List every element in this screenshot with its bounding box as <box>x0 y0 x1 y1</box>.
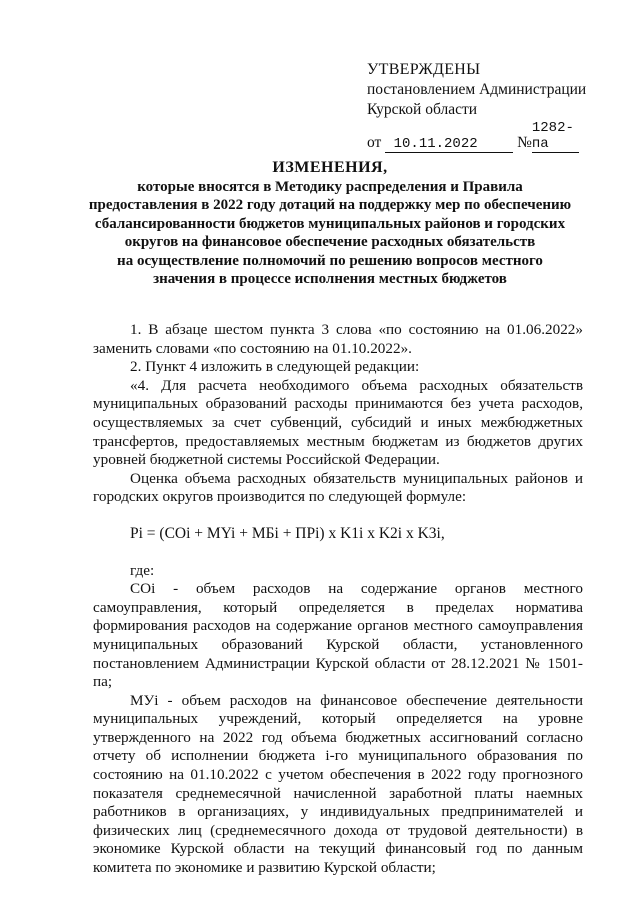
heading-line-2: предоставления в 2022 году дотаций на поддержку мер по обеспечению <box>88 197 572 213</box>
number-prefix: № <box>517 134 532 151</box>
paragraph-1: 1. В абзаце шестом пункта 3 слова «по состоянию на 01.06.2022» заменить словами «по состоянию на 01.10.2022». <box>93 321 583 357</box>
paragraph-3: «4. Для расчета необходимого объема расходных обязательств муниципальных образований расходы принимаются без учета расходов, осуществляемых за счет субвенций, субсидий и иных межбюджетных трансфертов, предоставляемых местным бюджетам из бюджетов других уровней бюджетной системы Российской Федерации. <box>93 376 583 469</box>
date-prefix: от <box>367 134 382 151</box>
document-body <box>93 321 583 878</box>
approval-line-2: Курской области <box>367 101 478 118</box>
heading-line-5: на осуществление полномочий по решению вопросов местного <box>117 252 543 269</box>
heading-title: ИЗМЕНЕНИЯ, <box>272 159 388 176</box>
approval-number: 1282-па <box>532 120 579 153</box>
where-label: где: <box>130 561 155 579</box>
paragraph-2: 2. Пункт 4 изложить в следующей редакции: <box>130 358 420 376</box>
paragraph-4: Оценка объема расходных обязательств муниципальных районов и городских округов производится по следующей формуле: <box>93 469 583 506</box>
approval-date: 10.11.2022 <box>385 136 513 153</box>
heading-line-4: округов на финансовое обеспечение расходных обязательств <box>124 234 536 250</box>
heading-line-1: которые вносятся в Методику распределения и Правила <box>137 178 523 195</box>
approval-date-line <box>367 120 627 153</box>
heading-line-6: значения в процессе исполнения местных бюджетов <box>153 271 507 287</box>
approval-stamp <box>367 60 627 153</box>
document-heading <box>70 159 590 289</box>
approval-line-1: постановлением Администрации <box>367 81 587 98</box>
formula: Pi = (COi + MYi + MБi + ПРi) x K1i x K2i x K3i, <box>130 524 445 542</box>
heading-line-3: сбалансированности бюджетов муниципальных районов и городских <box>94 215 566 232</box>
paragraph-so: СОi - объем расходов на содержание органов местного самоуправления, который определяется в пределах норматива формирования расходов на содержание органов местного самоуправления муниципальных образований Курской области, установленного постановлением Администрации Курской области от 28.12.2021 № 1501-па; <box>93 580 583 691</box>
approval-title: УТВЕРЖДЕНЫ <box>367 61 481 78</box>
paragraph-mu: МУi - объем расходов на финансовое обеспечение деятельности муниципальных учреждений, который определяется на уровне утвержденного на 2022 год объема бюджетных ассигнований согласно отчету об исполнении бюджета i-го муниципального образования по состоянию на 01.10.2022 с учетом обеспечения в 2022 году прогнозного показателя среднемесячной начисленной заработной платы наемных работников в организациях, у индивидуальных предпринимателей и физических лиц (среднемесячного дохода от трудовой деятельности) в экономике Курской области на текущий финансовый год по данным комитета по экономике и развитию Курской области; <box>93 691 583 877</box>
